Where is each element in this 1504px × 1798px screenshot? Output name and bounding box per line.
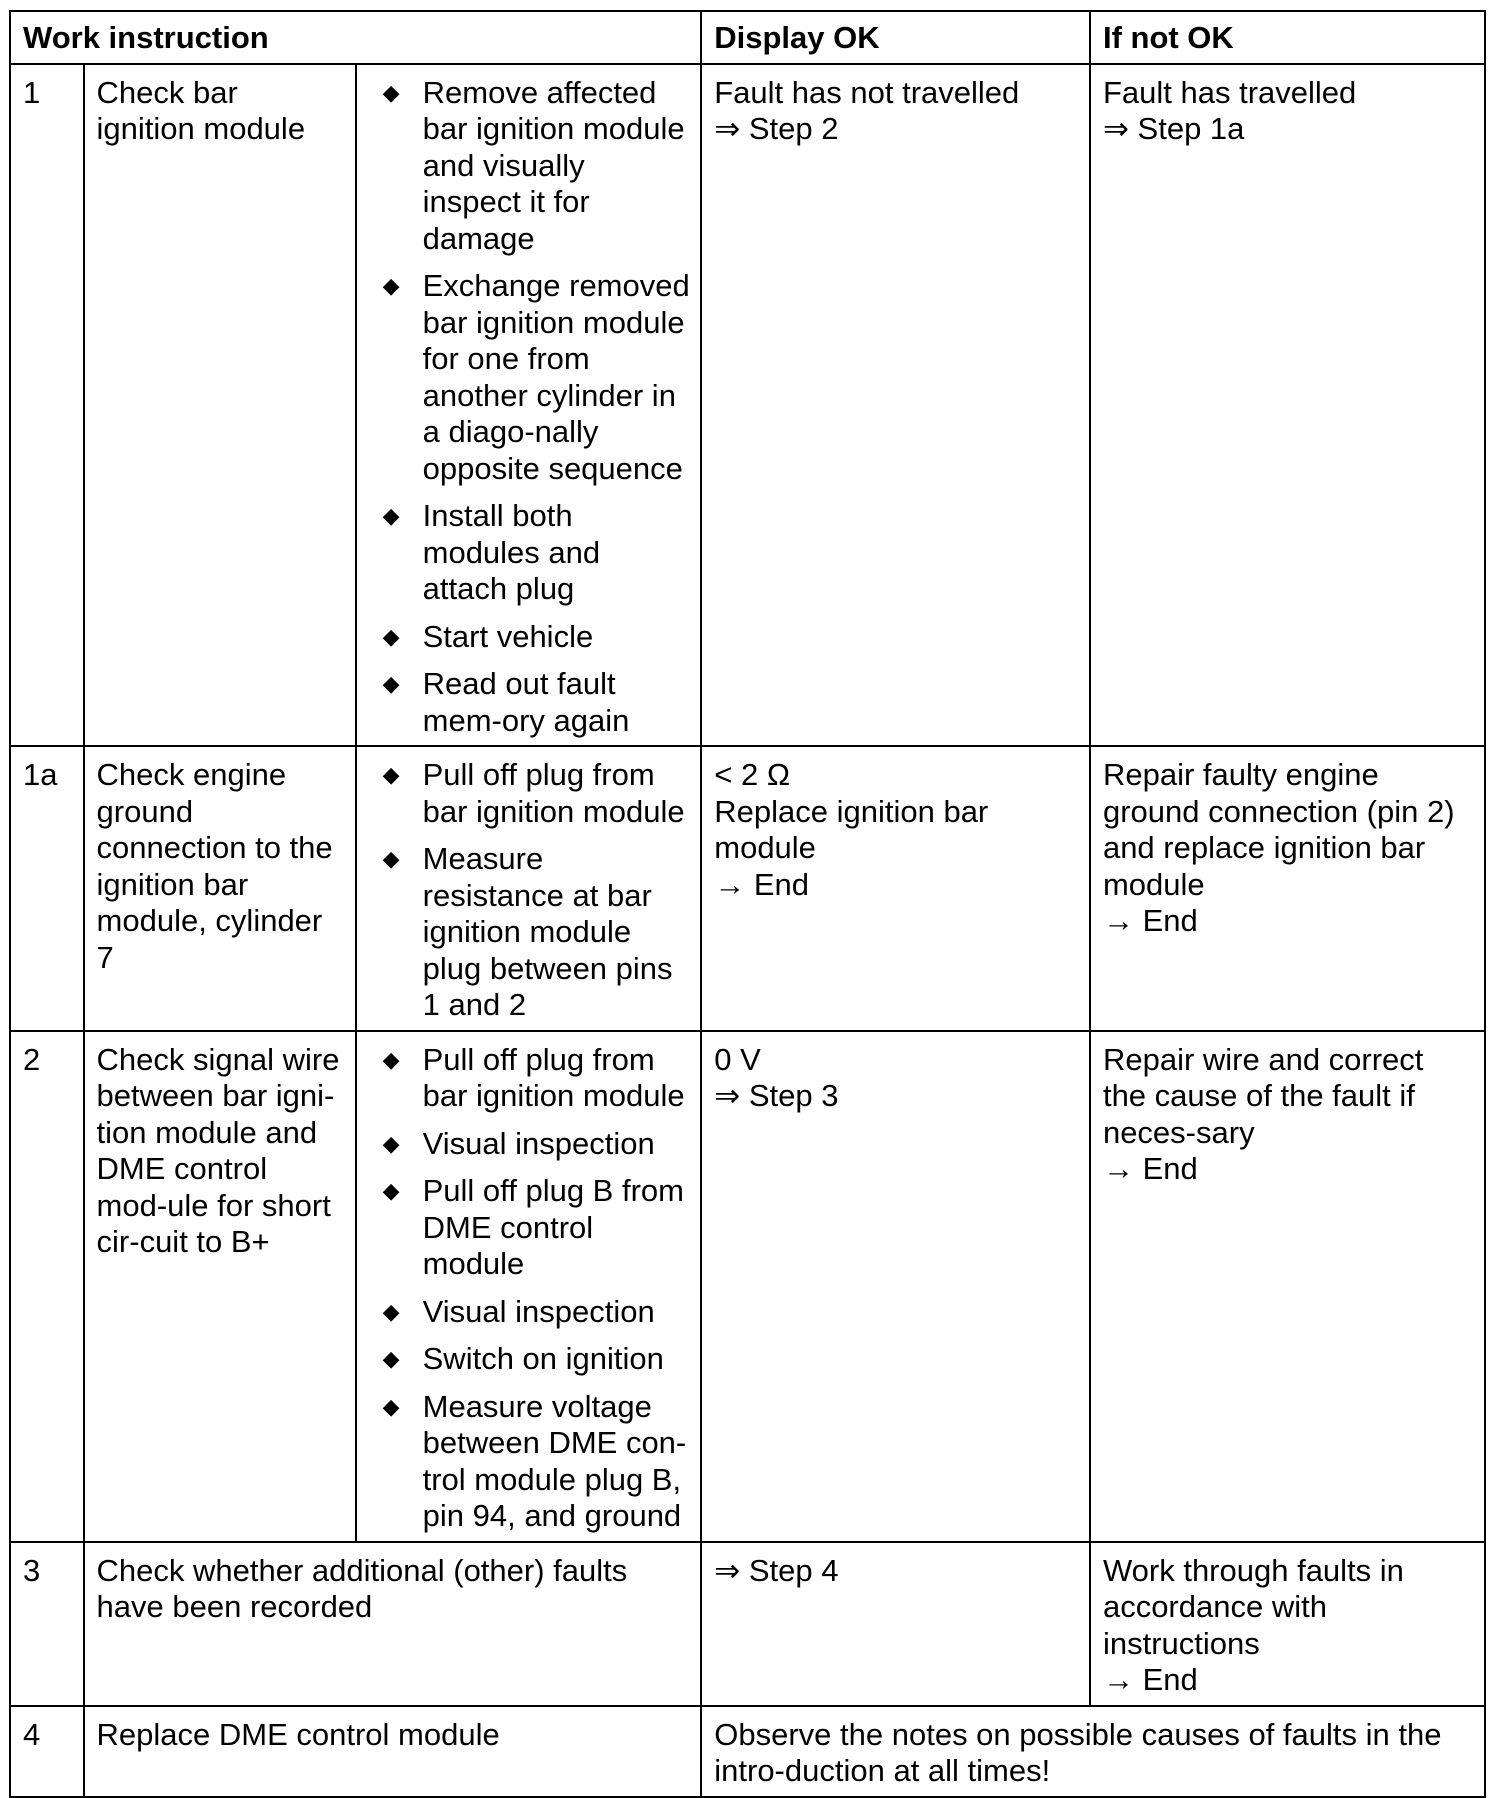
- step-number: 3: [10, 1542, 84, 1706]
- check-description: Check bar ignition module: [84, 64, 356, 747]
- ok-next-step: ⇒ Step 3: [714, 1078, 839, 1113]
- table-row-step-1: [10, 64, 1485, 747]
- table-header-row: [10, 11, 1485, 64]
- bullet-diamond-icon: ◆: [382, 1393, 400, 1419]
- bullet-diamond-icon: ◆: [382, 762, 400, 787]
- not-ok-cell: [1090, 746, 1485, 1031]
- step-number: 2: [10, 1031, 84, 1542]
- action-item: ◆ Remove affected bar ignition module and visually inspect it for damage: [382, 74, 685, 256]
- table-row-step-3: [10, 1542, 1485, 1706]
- display-ok-cell: [701, 1031, 1090, 1542]
- header-display-ok: Display OK: [701, 11, 1090, 64]
- header-if-not-ok: If not OK: [1090, 11, 1485, 64]
- header-work-instruction: Work instruction: [10, 11, 701, 64]
- action-item: ◆ Pull off plug from bar ignition module: [382, 757, 685, 829]
- ok-value: 0 V: [714, 1041, 761, 1077]
- action-item: ◆ Switch on ignition: [382, 1341, 664, 1376]
- check-description: Check engine ground connection to the ignition bar module, cylinder 7: [84, 746, 356, 1031]
- action-item: ◆ Exchange removed bar ignition module for one from another cylinder in a diago-nally opposite sequence: [382, 268, 690, 486]
- table-row-step-2: [10, 1031, 1485, 1542]
- action-list: [369, 1042, 691, 1535]
- bullet-diamond-icon: ◆: [382, 1046, 400, 1072]
- ok-next-step: → End: [714, 866, 810, 902]
- work-instruction-table: [9, 10, 1486, 1798]
- action-list-cell: [356, 64, 702, 747]
- not-ok-next-step: → End: [1102, 1662, 1198, 1697]
- step-number: 4: [10, 1706, 84, 1797]
- ok-text: Fault has not travelled: [714, 74, 1020, 110]
- not-ok-text: Repair faulty engine ground connection (pin 2) and replace ignition bar module: [1102, 757, 1455, 902]
- action-item: ◆ Read out fault mem-ory again: [382, 666, 630, 738]
- step-number: 1a: [10, 746, 84, 1031]
- action-item: ◆ Pull off plug from bar ignition module: [382, 1041, 685, 1113]
- action-item: ◆ Pull off plug B from DME control module: [382, 1173, 684, 1281]
- action-item: ◆ Measure voltage between DME con-trol module plug B, pin 94, and ground: [382, 1388, 687, 1533]
- not-ok-cell: [1090, 1542, 1485, 1706]
- display-ok-cell: [701, 64, 1090, 747]
- action-item: ◆ Install both modules and attach plug: [382, 498, 601, 606]
- bullet-diamond-icon: ◆: [382, 846, 400, 871]
- bullet-diamond-icon: ◆: [382, 1178, 400, 1203]
- check-description: Replace DME control module: [84, 1706, 702, 1797]
- action-item: ◆ Visual inspection: [382, 1293, 655, 1329]
- ok-text: Replace ignition bar module: [714, 793, 989, 865]
- bullet-diamond-icon: ◆: [382, 1298, 400, 1324]
- bullet-diamond-icon: ◆: [382, 623, 400, 649]
- ok-next-step: ⇒ Step 4: [714, 1552, 839, 1588]
- action-list-cell: [356, 746, 702, 1031]
- ok-value: < 2 Ω: [714, 757, 790, 792]
- table-row-step-4: [10, 1706, 1485, 1797]
- not-ok-text: Repair wire and correct the cause of the fault if neces-sary: [1102, 1041, 1424, 1150]
- action-item: ◆ Start vehicle: [382, 618, 594, 654]
- bullet-diamond-icon: ◆: [382, 671, 400, 696]
- not-ok-cell: [1090, 1031, 1485, 1542]
- action-list: [369, 757, 691, 1024]
- not-ok-next-step: → End: [1102, 903, 1198, 938]
- action-item: ◆ Measure resistance at bar ignition module plug between pins 1 and 2: [382, 841, 673, 1022]
- not-ok-text: Work through faults in accordance with instructions: [1102, 1552, 1404, 1661]
- not-ok-next-step: → End: [1102, 1151, 1198, 1186]
- action-list-cell: [356, 1031, 702, 1542]
- step-number: 1: [10, 64, 84, 747]
- ok-next-step: ⇒ Step 2: [714, 111, 839, 146]
- bullet-diamond-icon: ◆: [382, 1346, 400, 1371]
- not-ok-next-step: ⇒ Step 1a: [1102, 111, 1245, 146]
- bullet-diamond-icon: ◆: [382, 503, 400, 528]
- bullet-diamond-icon: ◆: [382, 1130, 400, 1156]
- not-ok-cell: [1090, 64, 1485, 747]
- action-list: [369, 75, 691, 740]
- action-item: ◆ Visual inspection: [382, 1125, 655, 1161]
- merged-note-cell: Observe the notes on possible causes of faults in the intro-duction at all times!: [701, 1706, 1485, 1797]
- check-description: Check signal wire between bar igni-tion module and DME control mod-ule for short cir-cuit to B+: [84, 1031, 356, 1542]
- not-ok-text: Fault has travelled: [1102, 74, 1357, 110]
- table-row-step-1a: [10, 746, 1485, 1031]
- bullet-diamond-icon: ◆: [382, 79, 400, 105]
- display-ok-cell: [701, 746, 1090, 1031]
- display-ok-cell: [701, 1542, 1090, 1706]
- bullet-diamond-icon: ◆: [382, 273, 400, 298]
- check-description: Check whether additional (other) faults have been recorded: [84, 1542, 702, 1706]
